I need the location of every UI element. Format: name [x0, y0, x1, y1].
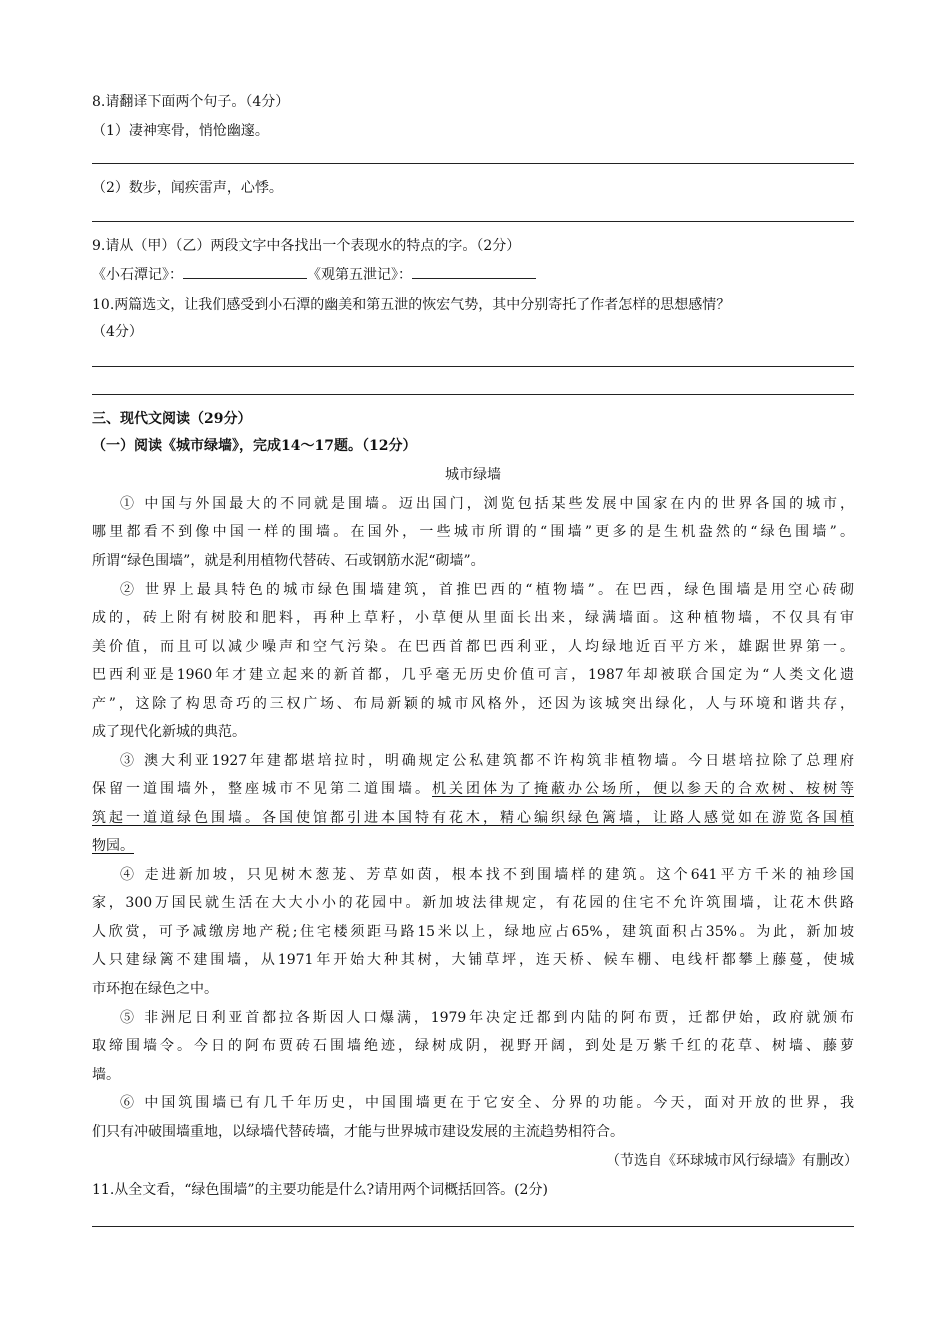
article-line: ③ 澳大利亚1927年建都堪培拉时，明确规定公私建筑都不许构筑非植物墙。今日堪培拉除了总理府 — [120, 753, 854, 769]
article-line: ⑤ 非洲尼日利亚首都拉各斯因人口爆满，1979年决定迁都到内陆的阿布贾，迁都伊始，政府就颁布 — [120, 1010, 854, 1026]
section-subheading: （一）阅读《城市绿墙》，完成14～17题。（12分） — [92, 438, 417, 454]
article-line: 取缔围墙令。今日的阿布贾砖石围墙绝迹，绿树成阴，视野开阔，到处是万紫千红的花草、树墙、藤萝 — [92, 1038, 854, 1054]
q9-label-xiaoshitan: 《小石潭记》： — [92, 267, 183, 283]
answer-line[interactable] — [92, 366, 854, 367]
article-line: ④ 走进新加坡，只见树木葱茏、芳草如茵，根本找不到围墙样的建筑。这个641平方千米的袖珍国 — [120, 867, 854, 883]
article-line: 墙。 — [92, 1067, 120, 1083]
answer-line[interactable] — [92, 394, 854, 395]
q10-stem-line1: 10.两篇选文，让我们感受到小石潭的幽美和第五泄的恢宏气势，其中分别寄托了作者怎样的思想感情？ — [92, 297, 731, 313]
article-line: 保留一道围墙外，整座城市不见第二道围墙。机关团体为了掩蔽办公场所，便以参天的合欢树、桉树等 — [92, 781, 854, 797]
section-heading: 三、现代文阅读（29分） — [92, 411, 252, 427]
article-line: 家，300万国民就生活在大大小小的花园中。新加坡法律规定，有花园的住宅不允许筑围墙，让花木供路 — [92, 895, 854, 911]
article-line: 人只建绿篱不建围墙，从1971年开始大种其树，大铺草坪，连天桥、候车棚、电线杆都攀上藤蔓，使城 — [92, 952, 854, 968]
article-line: 美价值，而且可以减少噪声和空气污染。在巴西首都巴西利亚，人均绿地近百平方米，雄踞世界第一。 — [92, 639, 854, 655]
article-line: 哪里都看不到像中国一样的围墙。在国外，一些城市所谓的“围墙”更多的是生机盎然的“绿色围墙”。 — [92, 524, 854, 540]
article-line: ② 世界上最具特色的城市绿色围墙建筑，首推巴西的“植物墙”。在巴西，绿色围墙是用空心砖砌 — [120, 582, 854, 598]
q8-sentence-1: （1）凄神寒骨，悄怆幽邃。 — [92, 123, 269, 139]
q10-stem-line2: （4分） — [92, 324, 143, 340]
q9-answer-row — [92, 264, 536, 285]
article-line: 产”，这除了构思奇巧的三权广场、布局新颖的城市风格外，还因为该城突出绿化，人与环境和谐共存， — [92, 696, 854, 712]
q9-stem: 9.请从（甲）（乙）两段文字中各找出一个表现水的特点的字。（2分） — [92, 238, 521, 254]
article-title: 城市绿墙 — [445, 467, 501, 483]
q8-stem: 8.请翻译下面两个句子。（4分） — [92, 94, 290, 110]
q11-stem: 11.从全文看，“绿色围墙”的主要功能是什么?请用两个词概括回答。(2分) — [92, 1182, 548, 1198]
article-source: （节选自《环球城市风行绿墙》有删改） — [606, 1153, 858, 1169]
article-line: 人欣赏，可予减缴房地产税;住宅楼须距马路15米以上，绿地应占65%，建筑面积占35%。为此，新加坡 — [92, 924, 854, 940]
answer-line[interactable] — [92, 221, 854, 222]
underlined-sentence: 物园。 — [92, 838, 134, 854]
article-line: 市环抱在绿色之中。 — [92, 981, 218, 997]
answer-line[interactable] — [92, 1226, 854, 1227]
underlined-sentence: 机关团体为了掩蔽办公场所，便以参天的合欢树、桉树等 — [432, 781, 854, 797]
article-line: 们只有冲破围墙重地，以绿墙代替砖墙，才能与世界城市建设发展的主流趋势相符合。 — [92, 1124, 624, 1140]
answer-blank[interactable] — [412, 264, 536, 279]
article-line: 成的，砖上附有树胶和肥料，再种上草籽，小草便从里面长出来，绿满墙面。这种植物墙，不仅具有审 — [92, 610, 854, 626]
article-line: 成了现代化新城的典范。 — [92, 724, 246, 740]
underlined-sentence: 筑起一道道绿色围墙。各国使馆都引进本国特有花木，精心编织绿色篱墙，让路人感觉如在游览各国植 — [92, 810, 854, 826]
article-line: 所谓“绿色围墙”，就是利用植物代替砖、石或钢筋水泥“砌墙”。 — [92, 553, 485, 569]
article-line: ① 中国与外国最大的不同就是围墙。迈出国门，浏览包括某些发展中国家在内的世界各国的城市， — [120, 496, 854, 512]
article-line: 巴西利亚是1960年才建立起来的新首都，几乎毫无历史价值可言，1987年却被联合国定为“人类文化遗 — [92, 667, 854, 683]
q9-label-diwuxie: 《观第五泄记》： — [307, 267, 412, 283]
answer-line[interactable] — [92, 163, 854, 164]
answer-blank[interactable] — [183, 264, 307, 279]
q8-sentence-2: （2）数步，闻疾雷声，心悸。 — [92, 180, 283, 196]
article-line: ⑥ 中国筑围墙已有几千年历史，中国围墙更在于它安全、分界的功能。今天，面对开放的世界，我 — [120, 1095, 854, 1111]
